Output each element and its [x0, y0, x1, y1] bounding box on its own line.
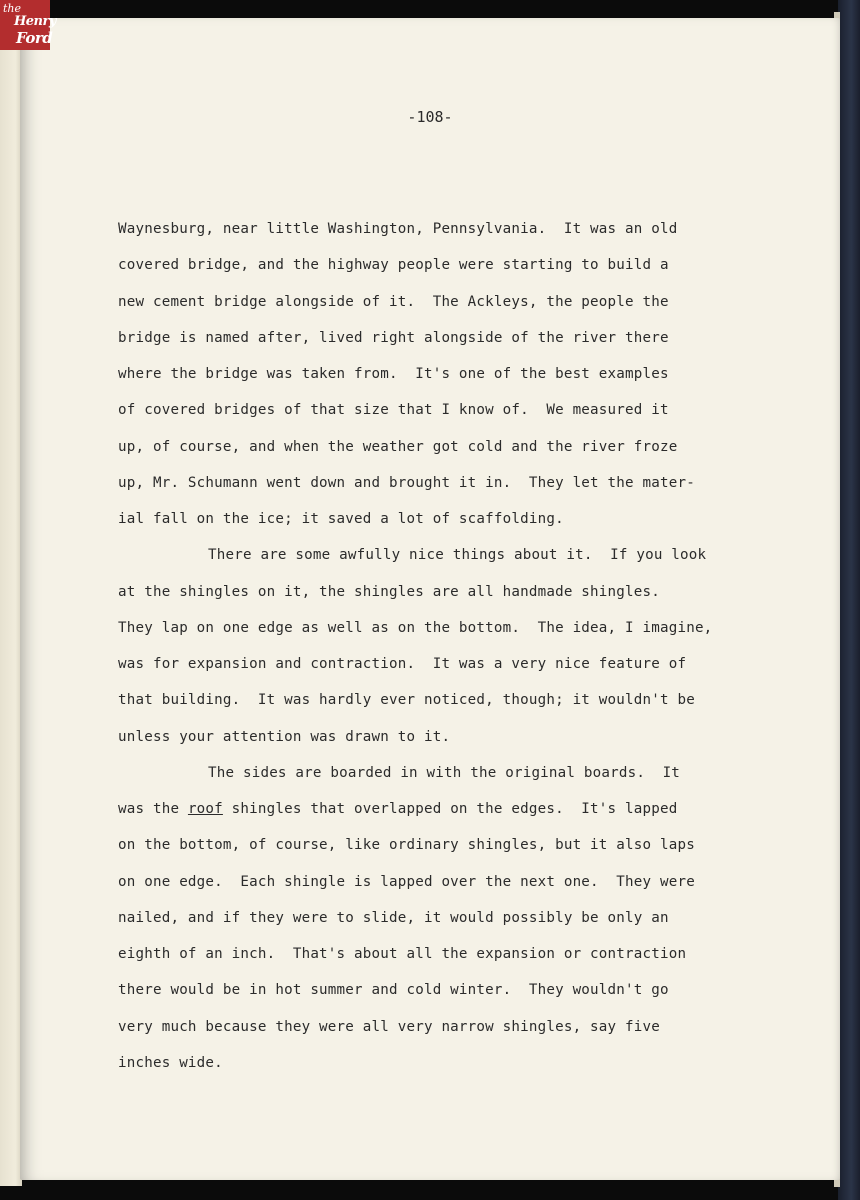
typed-transcript-body	[118, 211, 758, 1081]
text-line: at the shingles on it, the shingles are all handmade shingles.	[118, 583, 660, 600]
text-line: unless your attention was drawn to it.	[118, 728, 451, 745]
logo-ford: Ford	[16, 29, 53, 47]
logo-henry: Henry	[14, 14, 56, 29]
text-segment: shingles that overlapped on the edges. It's lapped	[222, 801, 678, 817]
text-line: ial fall on the ice; it saved a lot of scaffolding.	[118, 511, 564, 527]
text-line: bridge is named after, lived right alongside of the river there	[118, 329, 669, 346]
text-line: nailed, and if they were to slide, it would possibly be only an	[118, 909, 669, 926]
document-page	[20, 18, 840, 1180]
text-line: covered bridge, and the highway people were starting to build a	[118, 257, 669, 274]
text-line: on the bottom, of course, like ordinary shingles, but it also laps	[118, 837, 695, 854]
text-line: where the bridge was taken from. It's one of the best examples	[118, 366, 669, 382]
text-line: The sides are boarded in with the original boards. It	[208, 764, 681, 781]
text-line: They lap on one edge as well as on the bottom. The idea, I imagine,	[118, 619, 713, 636]
book-cover-edge	[838, 0, 860, 1200]
text-line: on one edge. Each shingle is lapped over the next one. They were	[118, 873, 695, 890]
underlined-word: roof	[187, 801, 223, 817]
text-line: Waynesburg, near little Washington, Pennsylvania. It was an old	[118, 221, 678, 237]
text-line: very much because they were all very narrow shingles, say five	[118, 1018, 660, 1035]
text-line: up, Mr. Schumann went down and brought it in. They let the mater-	[118, 474, 695, 491]
previous-page-edge	[0, 14, 22, 1186]
page-number: -108-	[407, 108, 453, 126]
logo-the: the	[3, 2, 22, 15]
text-line: of covered bridges of that size that I know of. We measured it	[118, 402, 669, 419]
text-line: There are some awfully nice things about it. If you look	[208, 547, 707, 564]
text-line: eighth of an inch. That's about all the expansion or contraction	[118, 946, 687, 962]
text-line: up, of course, and when the weather got cold and the river froze	[118, 438, 678, 455]
text-line: inches wide.	[118, 1054, 223, 1071]
henry-ford-logo	[0, 0, 56, 50]
text-line: was for expansion and contraction. It was a very nice feature of	[118, 656, 687, 672]
text-line: that building. It was hardly ever noticed, though; it wouldn't be	[118, 692, 695, 709]
text-segment: was the	[118, 801, 188, 817]
text-line: there would be in hot summer and cold winter. They wouldn't go	[118, 982, 669, 999]
text-line	[118, 791, 758, 827]
text-line: new cement bridge alongside of it. The Ackleys, the people the	[118, 293, 669, 310]
